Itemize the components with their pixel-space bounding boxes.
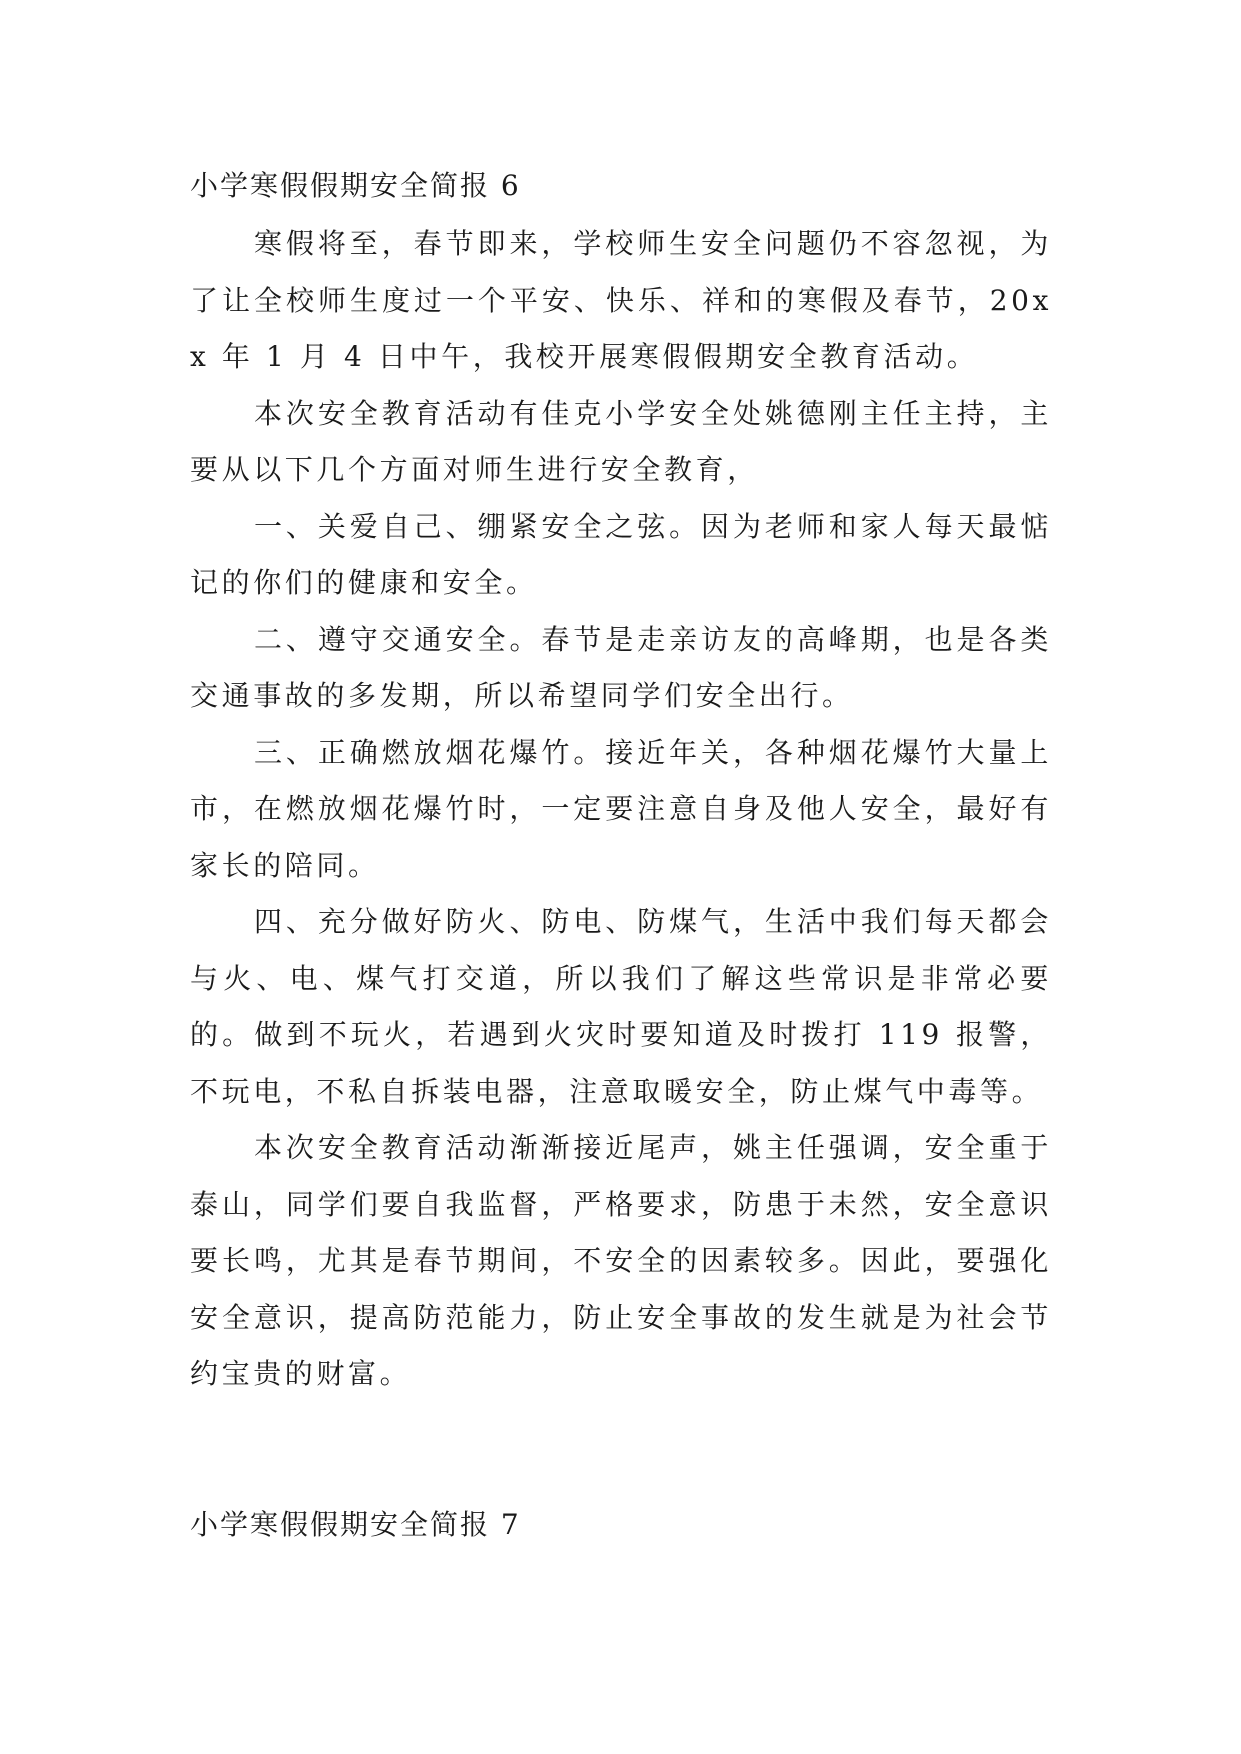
paragraph-point-1: 一、关爱自己、绷紧安全之弦。因为老师和家人每天最惦记的你们的健康和安全。 (190, 509, 1052, 599)
section-heading-next: 小学寒假假期安全简报 7 (190, 1508, 521, 1541)
section-heading: 小学寒假假期安全简报 6 (190, 169, 521, 202)
paragraph-intro: 寒假将至，春节即来，学校师生安全问题仍不容忽视，为了让全校师生度过一个平安、快乐、祥和的寒假及春节，20xx 年 1 月 4 日中午，我校开展寒假假期安全教育活动。 (190, 227, 1052, 373)
paragraph-host: 本次安全教育活动有佳克小学安全处姚德刚主任主持，主要从以下几个方面对师生进行安全教育， (190, 396, 1052, 486)
paragraph-point-4: 四、充分做好防火、防电、防煤气，生活中我们每天都会与火、电、煤气打交道，所以我们了解这些常识是非常必要的。做到不玩火，若遇到火灾时要知道及时拨打 119 报警，不玩电，不私自拆装电器，注意取暖安全，防止煤气中毒等。 (190, 905, 1052, 1108)
document-body (190, 216, 1052, 1403)
paragraph-conclusion: 本次安全教育活动渐渐接近尾声，姚主任强调，安全重于泰山，同学们要自我监督，严格要求，防患于未然，安全意识要长鸣，尤其是春节期间，不安全的因素较多。因此，要强化安全意识，提高防范能力，防止安全事故的发生就是为社会节约宝贵的财富。 (190, 1131, 1052, 1390)
paragraph-point-2: 二、遵守交通安全。春节是走亲访友的高峰期，也是各类交通事故的多发期，所以希望同学们安全出行。 (190, 622, 1052, 712)
paragraph-point-3: 三、正确燃放烟花爆竹。接近年关，各种烟花爆竹大量上市，在燃放烟花爆竹时，一定要注意自身及他人安全，最好有家长的陪同。 (190, 735, 1052, 882)
